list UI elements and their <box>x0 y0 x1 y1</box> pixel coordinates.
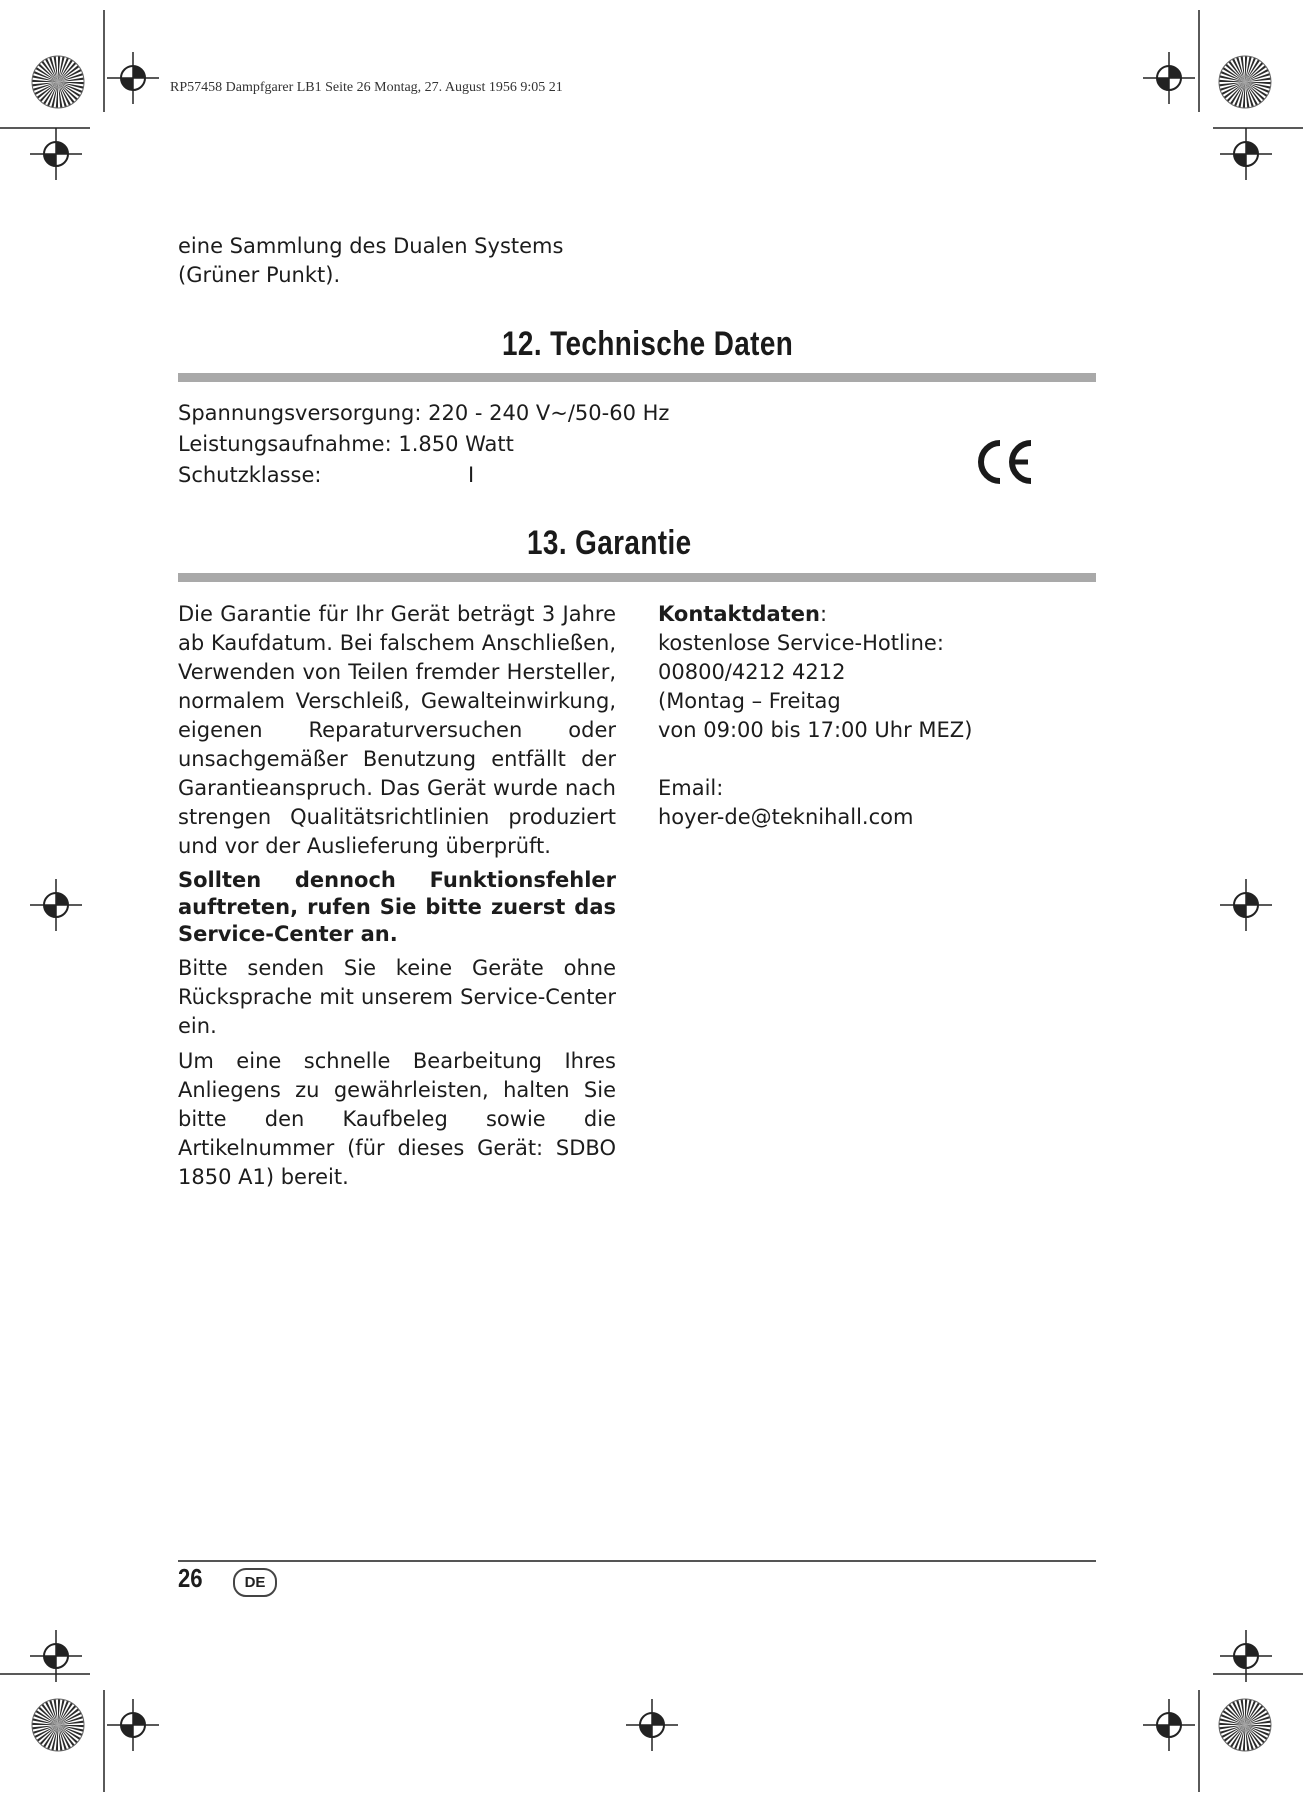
crosshair-registration-icon <box>30 128 82 180</box>
crosshair-registration-icon <box>1220 1630 1272 1682</box>
crosshair-registration-icon <box>626 1699 678 1751</box>
email-label: Email: <box>658 776 724 800</box>
spec-label: Spannungsversorgung: 220 - 240 V~/50-60 Hz <box>178 401 670 425</box>
crosshair-registration-icon <box>1143 1699 1195 1751</box>
printer-slug-line: RP57458 Dampfgarer LB1 Seite 26 Montag, 27. August 1956 9:05 21 <box>170 80 563 95</box>
crosshair-registration-icon <box>1220 128 1272 180</box>
warranty-bold-note: Sollten dennoch Funktionsfehler auftreten, rufen Sie bitte zuerst das Service-Center an. <box>178 868 616 946</box>
hotline-number: 00800/4212 4212 <box>658 660 846 684</box>
email-address: hoyer-de@teknihall.com <box>658 805 914 829</box>
section-heading-technical-data: 12. Technische Daten <box>502 325 794 363</box>
warranty-paragraph: Bitte senden Sie keine Geräte ohne Rücksprache mit unserem Service-Center ein. <box>178 956 616 1038</box>
page-number: 26 <box>178 1563 203 1593</box>
starburst-registration-icon <box>30 1697 86 1753</box>
warranty-paragraph: Um eine schnelle Bearbeitung Ihres Anliegens zu gewährleisten, halten Sie bitte den Kaufbeleg sowie die Artikelnummer (für dieses Gerät: SDBO 1850 A1) bereit. <box>178 1049 616 1189</box>
service-hours-line: (Montag – Freitag <box>658 689 841 713</box>
spec-value: I <box>468 463 475 487</box>
contact-title: Kontaktdaten <box>658 602 820 626</box>
service-hours-line: von 09:00 bis 17:00 Uhr MEZ) <box>658 718 973 742</box>
crosshair-registration-icon <box>30 1630 82 1682</box>
crosshair-registration-icon <box>30 879 82 931</box>
section-heading-warranty: 13. Garantie <box>527 524 692 562</box>
spec-label: Schutzklasse: <box>178 463 322 487</box>
contact-title-colon: : <box>819 602 828 626</box>
crosshair-registration-icon <box>107 52 159 104</box>
starburst-registration-icon <box>30 54 86 110</box>
crosshair-registration-icon <box>107 1699 159 1751</box>
hotline-label: kostenlose Service-Hotline: <box>658 631 944 655</box>
spec-label: Leistungsaufnahme: 1.850 Watt <box>178 432 514 456</box>
starburst-registration-icon <box>1217 54 1273 110</box>
crosshair-registration-icon <box>1220 879 1272 931</box>
language-badge: DE <box>233 1568 277 1597</box>
crosshair-registration-icon <box>1143 52 1195 104</box>
starburst-registration-icon <box>1217 1697 1273 1753</box>
intro-paragraph: eine Sammlung des Dualen Systems (Grüner Punkt). <box>178 234 564 287</box>
warranty-paragraph: Die Garantie für Ihr Gerät beträgt 3 Jahre ab Kaufdatum. Bei falschem Anschließen, Verwenden von Teilen fremder Hersteller, normalem Verschleiß, Gewalteinwirkung, eigenen Reparaturversuchen oder unsachgemäßer Benutzung entfällt der Garantieanspruch. Das Gerät wurde nach strengen Qualitätsrichtlinien produziert und vor der Auslieferung überprüft. <box>178 602 616 858</box>
